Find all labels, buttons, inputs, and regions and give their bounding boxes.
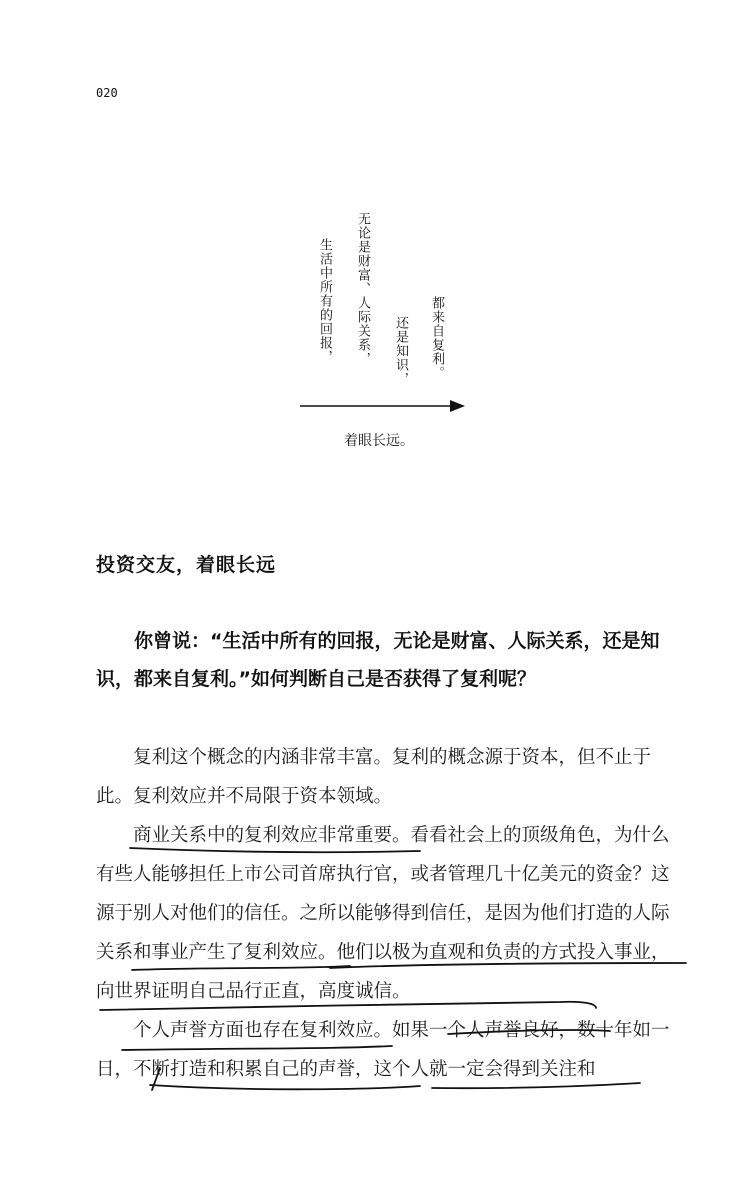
paragraph-1: 复利这个概念的内涵非常丰富。复利的概念源于资本，但不止于此。复利效应并不局限于资本领域。 (96, 747, 652, 807)
figure-caption: 着眼长远。 (344, 433, 414, 449)
figure-line-1: 生活中所有的回报， (317, 238, 332, 364)
paragraph-3: 个人声誉方面也存在复利效应。如果一个人声誉良好，数十年如一日，不断打造和积累自己的声誉，这个人就一定会得到关注和 (96, 1020, 670, 1080)
figure-line-4: 都来自复利。 (429, 296, 444, 380)
paragraph-2: 商业关系中的复利效应非常重要。看看社会上的顶级角色，为什么有些人能够担任上市公司首席执行官，或者管理几十亿美元的资金？这源于别人对他们的信任。之所以能够得到信任，是因为他们打造的人际关系和事业产生了复利效应。他们以极为直观和负责的方式投入事业，向世界证明自己品行正直，高度诚信。 (96, 825, 670, 1002)
section-title: 投资交友，着眼长远 (96, 554, 277, 576)
arrow-right-icon (300, 398, 466, 414)
figure-line-2: 无论是财富、人际关系， (355, 212, 370, 366)
figure-line-3: 还是知识， (393, 316, 408, 386)
page-number: 020 (96, 86, 118, 100)
body-text (96, 738, 682, 1089)
interview-question: 你曾说：“生活中所有的回报，无论是财富、人际关系，还是知识，都来自复利。”如何判断自己是否获得了复利呢？ (96, 630, 660, 690)
